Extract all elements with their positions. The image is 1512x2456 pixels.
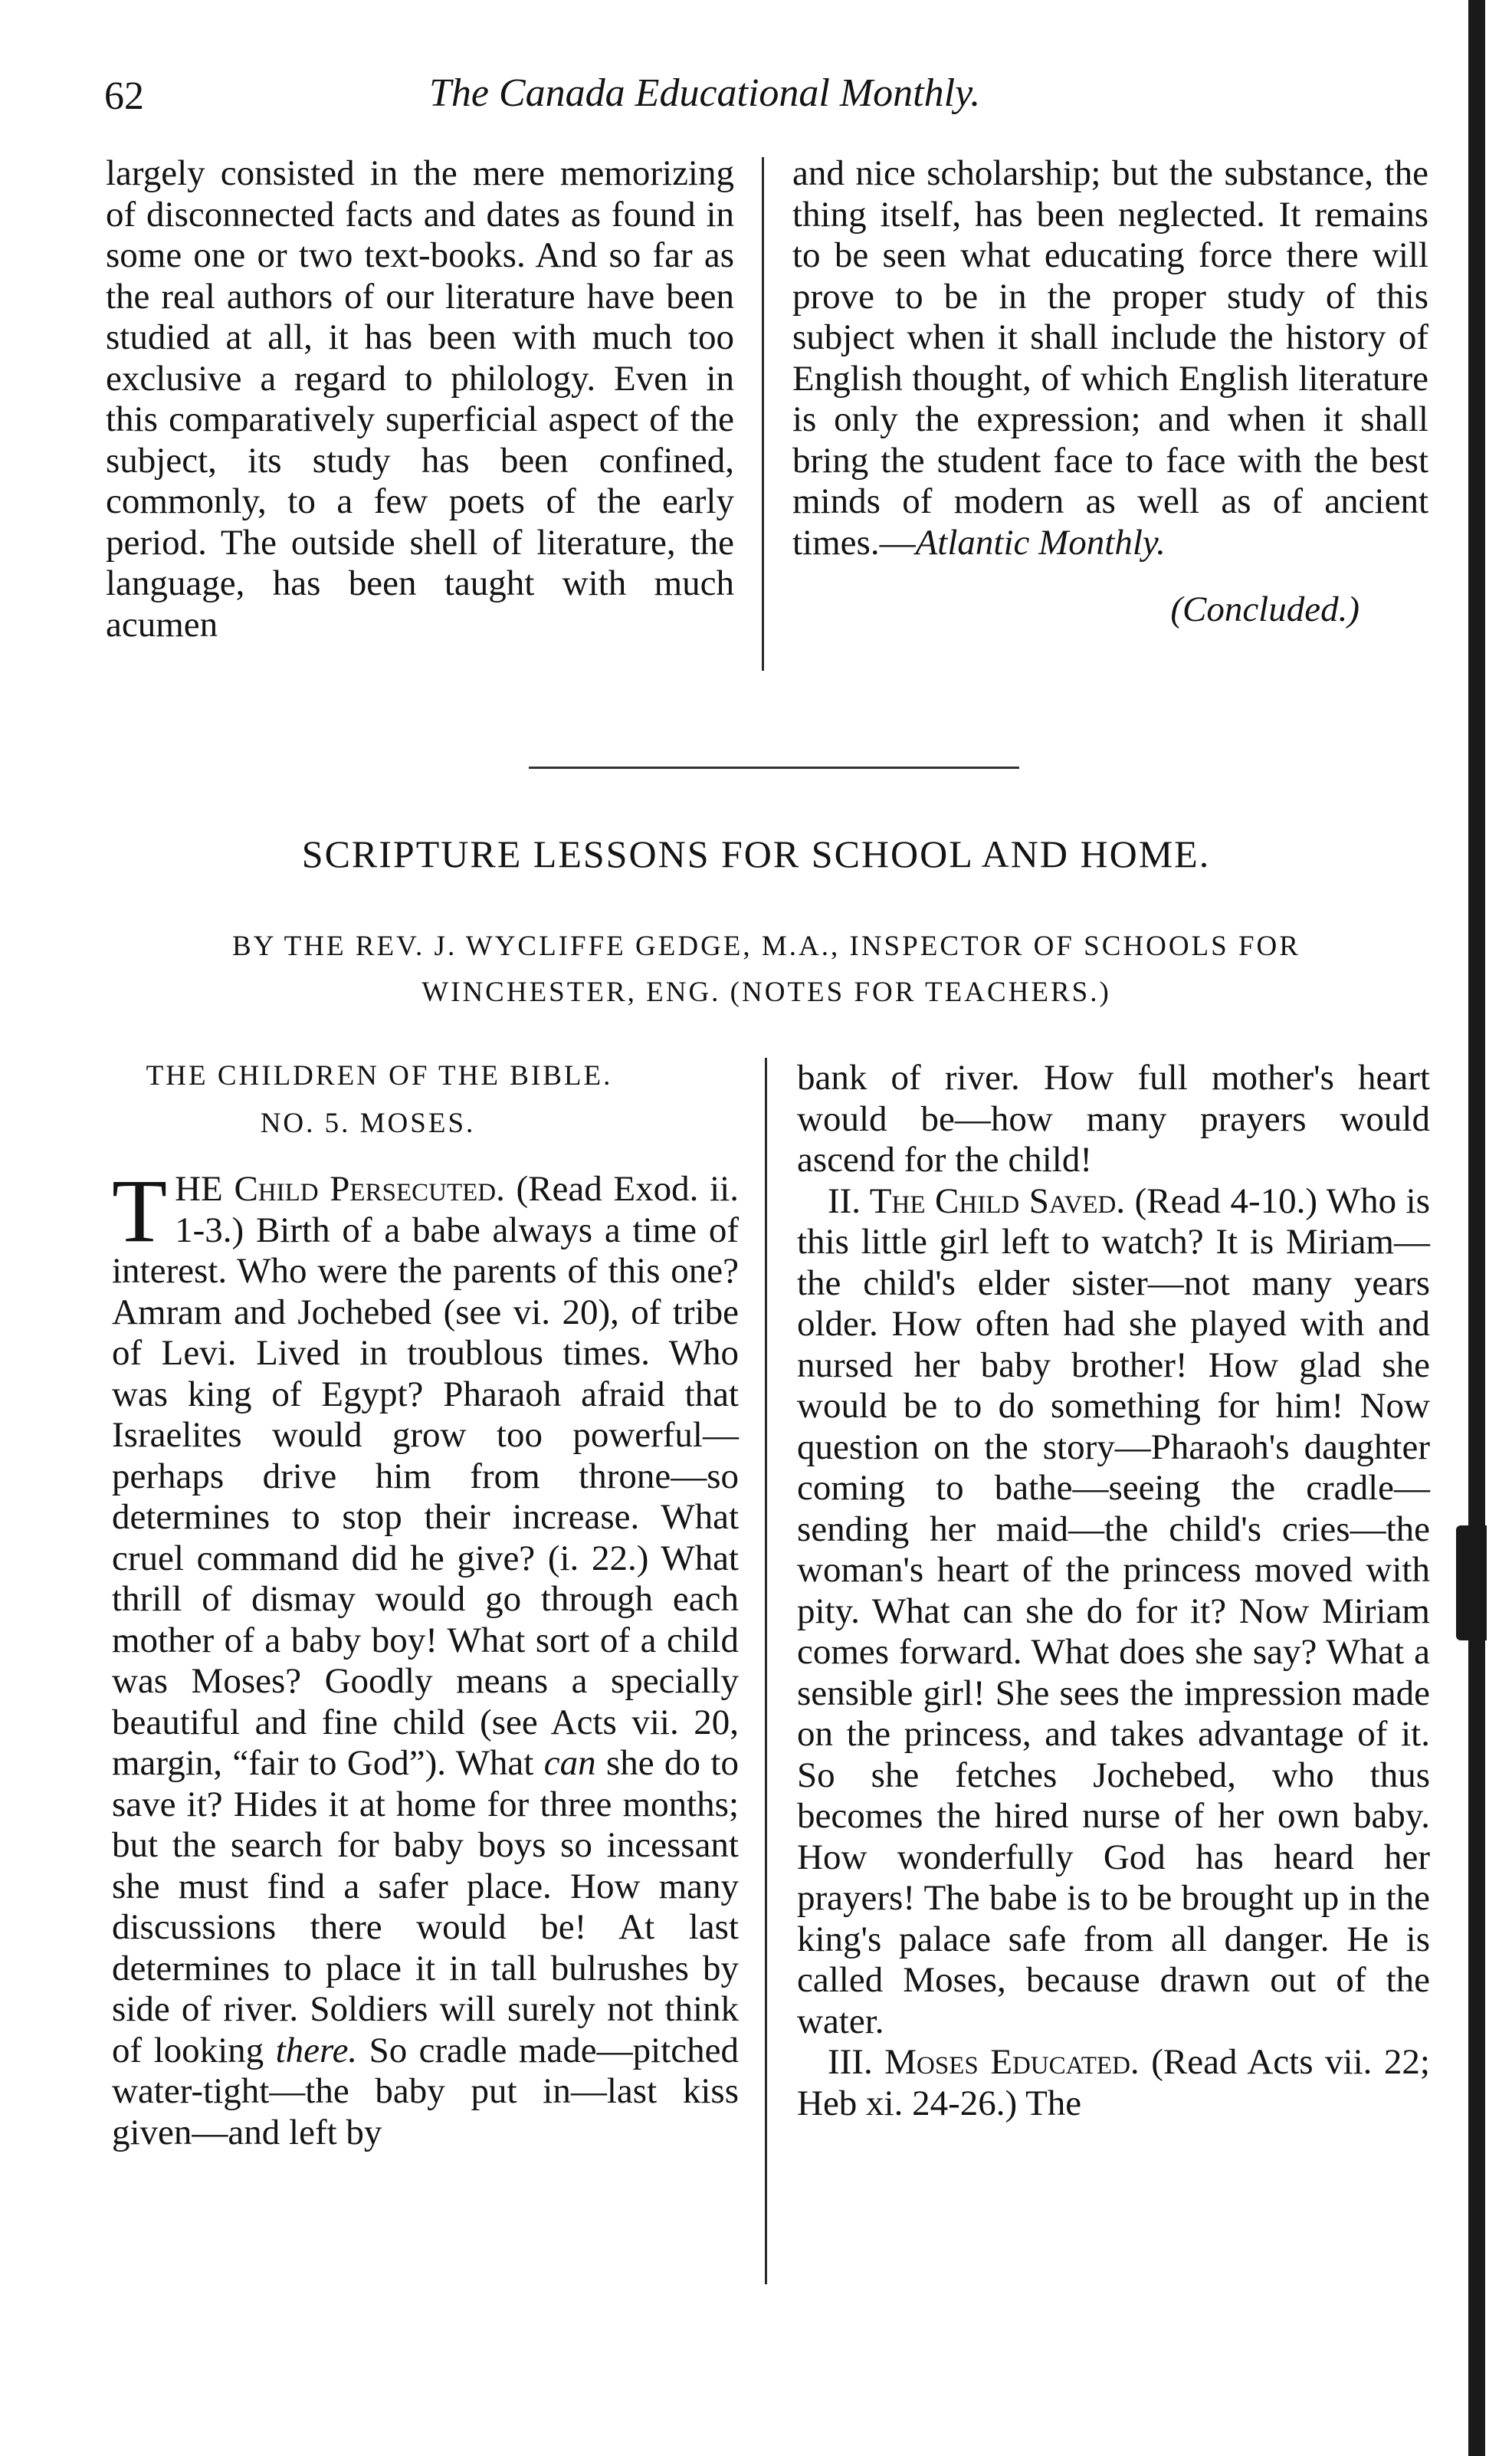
section-1-emphasis-there: there. [275, 2030, 358, 2070]
section-3-text: (Read Acts vii. 22; Heb xi. 24-26.) The [797, 2042, 1430, 2123]
section-1-heading: HE Child Persecuted. [175, 1169, 505, 1209]
section-2-text: (Read 4-10.) Who is this little girl left to watch? It is Miriam—the child's elder sister—not many years older. How often had she played with and nursed her baby brother! How glad she would be to do something for him! Now question on the story—Pharaoh's daughter coming to bathe—seeing the cradle—sending her maid—the child's cries—the woman's heart of the princess moved with pity. What can she do for it? Now Miriam comes forward. What does she say? What a sensible girl! She sees the impression made on the princess, and takes advantage of it. So she fetches Jochebed, who thus becomes the hired nurse of her own baby. How wonderfully God has heard her prayers! The babe is to be brought up in the king's palace safe from all danger. He is called Moses, because drawn out of the water. [797, 1180, 1430, 2041]
byline [153, 924, 1379, 1016]
lesson-column-left [112, 1054, 739, 2153]
section-2-paragraph [797, 1181, 1430, 2043]
section-2-heading: II. The Child Saved. [828, 1180, 1126, 1221]
section-3-heading: III. Moses Educated. [828, 2042, 1140, 2082]
lesson-number: NO. 5. MOSES. [260, 1108, 476, 1139]
page-edge-tab [1456, 1525, 1487, 1640]
article-source: Atlantic Monthly. [915, 522, 1166, 563]
running-head: The Canada Educational Monthly. [429, 71, 981, 115]
page-number: 62 [104, 74, 144, 118]
section-title: SCRIPTURE LESSONS FOR SCHOOL AND HOME. [301, 832, 1211, 875]
section-1-text: (Read Exod. ii. 1-3.) Birth of a babe always a time of interest. Who were the parents of this one? Amram and Jochebed (see vi. 20), of tribe of Levi. Lived in troublous times. Who was king of Egypt? Pharaoh afraid that Israelites would grow too powerful—perhaps drive him from throne—so determines to stop their increase. What cruel command did he give? (i. 22.) What thrill of dismay would go through each mother of a baby boy! What sort of a child was Moses? Goodly means a specially beautiful and fine child (see Acts vii. 20, margin, “fair to God”). What [112, 1169, 739, 1783]
article-column-left [106, 153, 734, 645]
section-1-text-2: she do to save it? Hides it at home for three months; but the search for baby boys so incessant she must find a safer place. How many discussions there would be! At last determines to place it in tall bulrushes by side of river. Soldiers will surely not think of looking [112, 1743, 739, 2070]
section-1-paragraph [112, 1161, 739, 2153]
section-3-paragraph [797, 2042, 1430, 2124]
article-paragraph-left: largely consisted in the mere memorizing of disconnected facts and dates as found in some one or two text-books. And so far as the real authors of our literature have been studied at all, it has been with much too exclusive a regard to philology. Even in this comparatively superficial aspect of the subject, its study has been confined, commonly, to a few poets of the early period. The outside shell of literature, the language, has been taught with much acumen [106, 153, 734, 645]
concluded-note: (Concluded.) [1170, 589, 1359, 629]
byline-line-1: BY THE REV. J. WYCLIFFE GEDGE, M.A., INSPECTOR OF SCHOOLS FOR [232, 931, 1300, 962]
section-divider [529, 767, 1019, 769]
section-1-text-3: So cradle made—pitched water-tight—the baby put in—last kiss given—and left by [112, 2030, 739, 2152]
column-rule-bottom [765, 1058, 767, 2284]
section-1-emphasis-can: can [543, 1743, 596, 1783]
lesson-series-title: THE CHILDREN OF THE BIBLE. [146, 1060, 613, 1092]
lesson-column-right [797, 1058, 1430, 2124]
page-edge-shadow [1468, 0, 1485, 2456]
column-rule-top [762, 157, 764, 671]
byline-line-2: WINCHESTER, ENG. (NOTES FOR TEACHERS.) [421, 977, 1111, 1008]
drop-cap: T [112, 1161, 168, 1261]
section-1-continuation: bank of river. How full mother's heart would be—how many prayers would ascend for the child! [797, 1058, 1430, 1180]
article-text-right: and nice scholarship; but the substance, the thing itself, has been neglected. It remains to be seen what educating force there will prove to be in the proper study of this subject when it shall include the history of English thought, of which English literature is only the expression; and when it shall bring the student face to face with the best minds of modern as well as of ancient times.— [792, 153, 1428, 563]
article-column-right [792, 153, 1428, 631]
article-paragraph-right [792, 153, 1428, 563]
